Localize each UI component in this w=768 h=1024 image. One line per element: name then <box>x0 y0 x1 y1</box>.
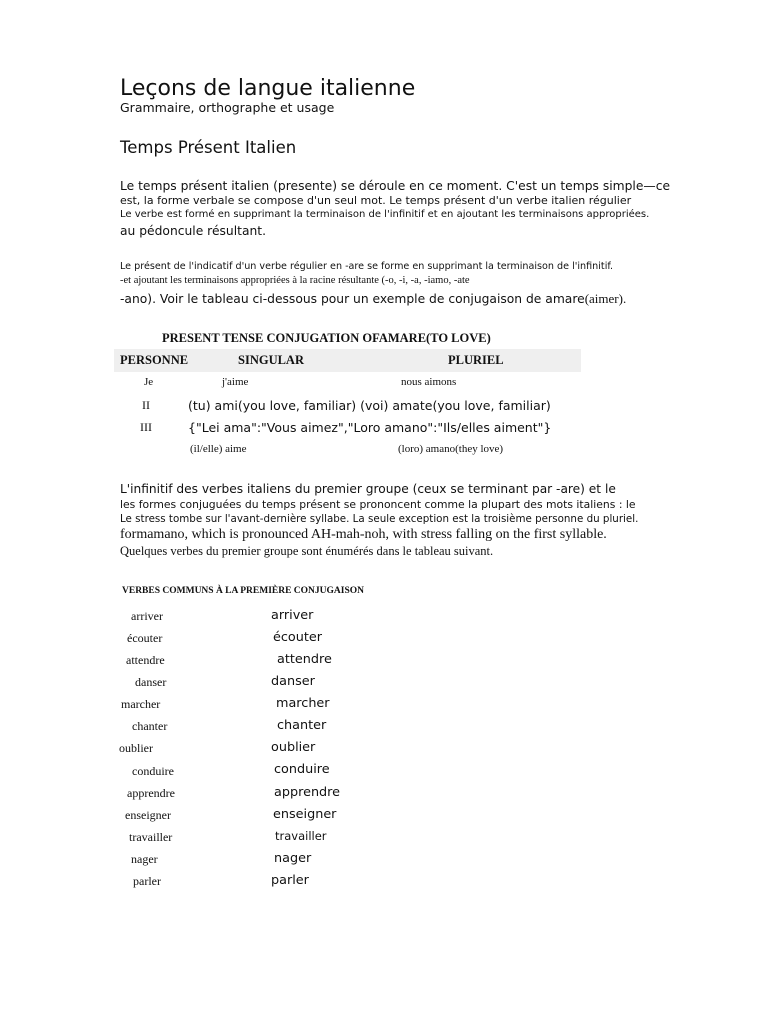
verb-french: arriver <box>131 609 163 623</box>
table-row-person: III <box>140 420 152 434</box>
verb-italian: marcher <box>276 696 330 711</box>
paragraph1-line4: au pédoncule résultant. <box>120 224 267 238</box>
page-subtitle: Grammaire, orthographe et usage <box>120 100 335 115</box>
paragraph2-line1: Le présent de l'indicatif d'un verbe régulier en -are se forme en supprimant la terminaison de l'infinitif. <box>120 261 614 272</box>
verb-french: parler <box>133 874 161 888</box>
verb-french: conduire <box>132 764 174 778</box>
verb-french: écouter <box>127 631 163 645</box>
page-title: Leçons de langue italienne <box>120 76 416 101</box>
verb-italian: nager <box>274 851 312 866</box>
table-row-plural: nous aimons <box>401 376 457 388</box>
verb-italian: enseigner <box>273 807 337 822</box>
table-row-singular: (il/elle) aime <box>190 443 247 455</box>
verb-italian: oublier <box>271 740 316 755</box>
verb-french: marcher <box>121 697 161 711</box>
verb-french: travailler <box>129 830 173 844</box>
verb-french: oublier <box>119 741 153 755</box>
verb-french: chanter <box>132 719 168 733</box>
paragraph2-line3 <box>120 291 626 307</box>
paragraph2-line2: -et ajoutant les terminaisons appropriées à la racine résultante (-o, -i, -a, -iamo, -ate <box>120 275 470 286</box>
paragraph1-line3: Le verbe est formé en supprimant la terminaison de l'infinitif et en ajoutant les terminaisons appropriées. <box>120 209 650 220</box>
verb-italian: danser <box>271 674 315 689</box>
verb-italian: travailler <box>275 829 327 843</box>
table-row-combined: {"Lei ama":"Vous aimez","Loro amano":"Ils/elles aiment"} <box>188 420 552 435</box>
verb-italian: arriver <box>271 608 314 623</box>
paragraph1-line2: est, la forme verbale se compose d'un seul mot. Le temps présent d'un verbe italien régulier <box>120 194 632 207</box>
paragraph3-line1: L'infinitif des verbes italiens du premier groupe (ceux se terminant par -are) et le <box>120 482 616 496</box>
table-header-plural: PLURIEL <box>448 353 504 367</box>
verb-italian: conduire <box>274 762 330 777</box>
table-row-plural: (loro) amano(they love) <box>398 443 504 455</box>
table-caption: PRESENT TENSE CONJUGATION OFAMARE(TO LOVE) <box>162 331 491 345</box>
verbs-table-title: VERBES COMMUNS À LA PREMIÈRE CONJUGAISON <box>122 586 365 596</box>
table-header-person: PERSONNE <box>120 353 189 367</box>
verb-french: enseigner <box>125 808 171 822</box>
paragraph2-line3-aimer: (aimer). <box>584 291 627 306</box>
paragraph2-line3-text: -ano). Voir le tableau ci-dessous pour un exemple de conjugaison de amare <box>120 292 585 306</box>
table-row-combined: (tu) ami(you love, familiar) (voi) amate(you love, familiar) <box>188 398 551 413</box>
verb-italian: apprendre <box>274 785 341 800</box>
paragraph3-line2: les formes conjuguées du temps présent se prononcent comme la plupart des mots italiens : le <box>120 498 636 511</box>
table-row-person: Je <box>144 376 154 388</box>
table-header <box>114 349 581 372</box>
verb-italian: chanter <box>277 718 327 733</box>
paragraph3-line5: Quelques verbes du premier groupe sont énumérés dans le tableau suivant. <box>120 544 494 558</box>
section-title: Temps Présent Italien <box>120 138 297 157</box>
verb-french: attendre <box>126 653 165 667</box>
verb-italian: parler <box>271 873 309 888</box>
verb-french: nager <box>131 852 158 866</box>
table-row-person: II <box>142 398 150 412</box>
paragraph3-line3: Le stress tombe sur l'avant-dernière syllabe. La seule exception est la troisième personne du pluriel. <box>120 513 639 525</box>
table-header-singular: SINGULAR <box>238 353 304 367</box>
verb-french: danser <box>135 675 167 689</box>
paragraph1-line1: Le temps présent italien (presente) se déroule en ce moment. C'est un temps simple—ce <box>120 179 671 193</box>
verb-french: apprendre <box>127 786 175 800</box>
paragraph3-line4: formamano, which is pronounced AH-mah-noh, with stress falling on the first syllable. <box>120 527 607 542</box>
table-row-singular: j'aime <box>222 376 249 388</box>
verb-italian: attendre <box>277 652 332 667</box>
verb-italian: écouter <box>273 630 323 645</box>
